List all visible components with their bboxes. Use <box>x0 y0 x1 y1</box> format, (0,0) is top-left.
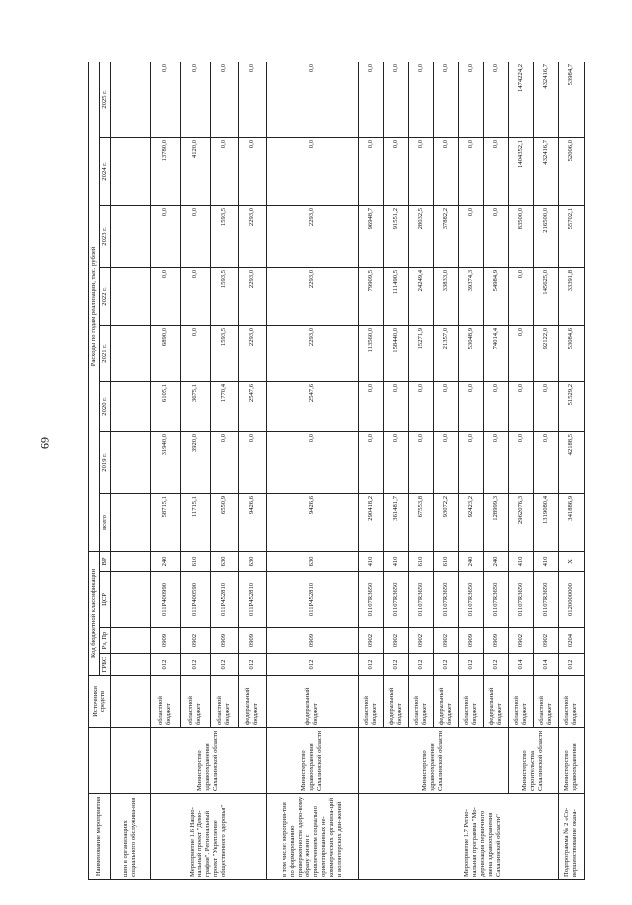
row-2024: 0,0 <box>408 137 433 205</box>
row-2023: 96948,7 <box>358 205 383 267</box>
row-2020: 0,0 <box>383 381 408 431</box>
row-executor: Министерство строительства Сахалинской области <box>508 728 558 794</box>
row-csr: 01107R3650 <box>533 572 558 628</box>
row-source: областной бюджет <box>408 676 433 728</box>
row-2023: 83500,0 <box>508 205 533 267</box>
row-2019: 0,0 <box>266 431 358 493</box>
row-rzpr: 0204 <box>558 628 584 654</box>
row-total: 9426,6 <box>238 493 266 551</box>
table-stage <box>88 62 608 880</box>
row-source: областной бюджет <box>533 676 558 728</box>
row-grbs: 012 <box>150 654 180 676</box>
row-2025: 0,0 <box>238 62 266 137</box>
row-2025: 0,0 <box>383 62 408 137</box>
row-rzpr: 0902 <box>383 628 408 654</box>
row-2025: 0,0 <box>433 62 458 137</box>
row-2019: 0,0 <box>238 431 266 493</box>
row-total: 341886,9 <box>558 493 584 551</box>
row-source: областной бюджет <box>358 676 383 728</box>
row-csr: 0120000000 <box>558 572 584 628</box>
row-name-1-6: Мероприятие 1.6 Нацио-нальный проект "Демо-графия". Региональный проект "Укрепление общественного здоровья" <box>150 794 266 880</box>
row-vr: 610 <box>408 551 433 571</box>
empty-cell <box>110 676 150 728</box>
row-vr: 410 <box>383 551 408 571</box>
header-vr: ВР <box>99 551 110 571</box>
empty-cell <box>110 205 150 267</box>
row-2020: 2547,6 <box>266 381 358 431</box>
header-2020: 2020 г. <box>99 381 110 431</box>
row-2025: 1474224,2 <box>508 62 533 137</box>
row-2022: 0,0 <box>508 267 533 325</box>
empty-cell <box>110 325 150 381</box>
row-2022: 0,0 <box>150 267 180 325</box>
row-vr: 630 <box>266 551 358 571</box>
row-rzpr: 0902 <box>533 628 558 654</box>
row-2019: 31940,0 <box>150 431 180 493</box>
row-rzpr: 0902 <box>508 628 533 654</box>
header-code-group: Код бюджетной классификации <box>89 551 100 675</box>
row-total: 290418,2 <box>358 493 383 551</box>
row-2023: 55702,1 <box>558 205 584 267</box>
row-2019: 0,0 <box>433 431 458 493</box>
row-2019: 0,0 <box>533 431 558 493</box>
row-source: областной бюджет <box>180 676 210 728</box>
row-2023: 91551,2 <box>383 205 408 267</box>
row-total: 1319080,4 <box>533 493 558 551</box>
row-name-including: в том числе: мероприя-тия по формированию приверженности здоро-вому образу жизни с привлечением социально ориентированных не-коммерческих организа-ций и волонтерских дви-жений <box>266 794 358 880</box>
row-grbs: 012 <box>358 654 383 676</box>
row-grbs: 012 <box>483 654 508 676</box>
row-source: областной бюджет <box>458 676 483 728</box>
row-rzpr: 0909 <box>238 628 266 654</box>
row-2023: 2293,0 <box>266 205 358 267</box>
row-vr: 410 <box>508 551 533 571</box>
row-2023: 0,0 <box>150 205 180 267</box>
row-2021: 1593,5 <box>210 325 238 381</box>
row-grbs: 014 <box>508 654 533 676</box>
row-2022: 111490,5 <box>383 267 408 325</box>
row-2019: 0,0 <box>358 431 383 493</box>
empty-cell <box>110 572 150 628</box>
row-2020: 0,0 <box>483 381 508 431</box>
row-rzpr: 0909 <box>458 628 483 654</box>
empty-cell <box>110 431 150 493</box>
row-grbs: 012 <box>383 654 408 676</box>
row-source: федеральный бюджет <box>483 676 508 728</box>
row-2023: 0,0 <box>483 205 508 267</box>
row-2024: 0,0 <box>210 137 238 205</box>
row-2025: 0,0 <box>266 62 358 137</box>
table-row <box>266 62 358 880</box>
row-2020: 51529,2 <box>558 381 584 431</box>
row-executor: Министерство здравоохранения <box>558 728 584 794</box>
row-2024: 52006,0 <box>558 137 584 205</box>
empty-cell <box>110 628 150 654</box>
row-grbs: 014 <box>533 654 558 676</box>
row-2025: 0,0 <box>483 62 508 137</box>
row-2021: 2293,0 <box>266 325 358 381</box>
header-2021: 2021 г. <box>99 325 110 381</box>
row-2024: 432416,7 <box>533 137 558 205</box>
row-source: областной бюджет <box>150 676 180 728</box>
row-2019: 0,0 <box>508 431 533 493</box>
row-rzpr: 0909 <box>150 628 180 654</box>
row-total: 92423,2 <box>458 493 483 551</box>
row-2022: 79909,5 <box>358 267 383 325</box>
table-row <box>358 62 383 880</box>
header-sources: Источники средств <box>89 676 111 728</box>
row-name-subprogram-2: Подпрограмма № 2 «Со-вершенствование оказа- <box>558 794 584 880</box>
row-grbs: 012 <box>558 654 584 676</box>
row-vr: 630 <box>238 551 266 571</box>
row-vr: 610 <box>180 551 210 571</box>
row-csr: 01107R3650 <box>408 572 433 628</box>
row-rzpr: 0909 <box>483 628 508 654</box>
row-source: областной бюджет <box>210 676 238 728</box>
row-name-1-7: Мероприятие 1.7 Регио-нальная программа "Мо-дернизация первичного звена здравоохранения Сахалинской области" <box>408 794 558 880</box>
row-total: 2962076,3 <box>508 493 533 551</box>
row-grbs: 012 <box>180 654 210 676</box>
row-rzpr: 0902 <box>180 628 210 654</box>
row-2025: 432416,7 <box>533 62 558 137</box>
header-expenses-group: Расходы по годам реализации, тыс. рублей <box>89 62 100 551</box>
row-2021: 6890,0 <box>150 325 180 381</box>
row-2020: 3675,1 <box>180 381 210 431</box>
row-2024: 1404352,1 <box>508 137 533 205</box>
header-2019: 2019 г. <box>99 431 110 493</box>
row-vr: 240 <box>483 551 508 571</box>
row-2024: 0,0 <box>433 137 458 205</box>
header-2023: 2023 г. <box>99 205 110 267</box>
row-2022: 0,0 <box>180 267 210 325</box>
row-2023: 0,0 <box>458 205 483 267</box>
row-csr: 01107R3650 <box>508 572 533 628</box>
table-row <box>508 62 533 880</box>
row-2022: 2293,0 <box>266 267 358 325</box>
row-csr: 01107R3650 <box>433 572 458 628</box>
row-vr: 240 <box>458 551 483 571</box>
row-2021: 2293,0 <box>238 325 266 381</box>
empty-cell <box>110 137 150 205</box>
header-total: всего <box>99 493 110 551</box>
row-2022: 145625,0 <box>533 267 558 325</box>
header-csr: ЦСР <box>99 572 110 628</box>
row-grbs: 012 <box>433 654 458 676</box>
row-2019: 0,0 <box>483 431 508 493</box>
row-name-continuation: шин в организациях социального обслужива-ния <box>110 794 150 880</box>
row-total: 11715,1 <box>180 493 210 551</box>
empty-cell <box>110 551 150 571</box>
header-name: Наименование мероприятия <box>89 794 111 880</box>
row-2019: 0,0 <box>408 431 433 493</box>
row-vr: Х <box>558 551 584 571</box>
row-2023: 0,0 <box>180 205 210 267</box>
row-2022: 33833,0 <box>433 267 458 325</box>
header-executor <box>89 728 111 794</box>
row-2023: 1593,5 <box>210 205 238 267</box>
row-rzpr: 0902 <box>358 628 383 654</box>
row-vr: 240 <box>150 551 180 571</box>
row-2021: 92122,0 <box>533 325 558 381</box>
row-name-blank <box>358 794 383 880</box>
header-row-1 <box>89 62 100 880</box>
row-executor: Министерство здравоохранения Сахалинской области <box>358 728 508 794</box>
row-2024: 0,0 <box>358 137 383 205</box>
row-total: 67553,8 <box>408 493 433 551</box>
row-2024: 0,0 <box>483 137 508 205</box>
row-total: 6550,9 <box>210 493 238 551</box>
row-2022: 33391,8 <box>558 267 584 325</box>
row-csr: 01107R3650 <box>458 572 483 628</box>
empty-cell <box>110 267 150 325</box>
row-name-blank <box>383 794 408 880</box>
row-2020: 0,0 <box>408 381 433 431</box>
row-2020: 6105,1 <box>150 381 180 431</box>
row-2023: 28032,5 <box>408 205 433 267</box>
header-2022: 2022 г. <box>99 267 110 325</box>
table-row <box>150 62 180 880</box>
row-2020: 2547,6 <box>238 381 266 431</box>
row-2021: 53048,9 <box>458 325 483 381</box>
rotated-table-wrapper <box>88 62 608 880</box>
row-source: областной бюджет <box>508 676 533 728</box>
row-2021: 113560,0 <box>358 325 383 381</box>
row-2019: 0,0 <box>210 431 238 493</box>
row-csr: 011P452810 <box>210 572 238 628</box>
row-2020: 1770,4 <box>210 381 238 431</box>
row-source: областной бюджет <box>558 676 584 728</box>
row-csr: 011P452810 <box>238 572 266 628</box>
row-2022: 54984,9 <box>483 267 508 325</box>
row-source: федеральный бюджет <box>383 676 408 728</box>
empty-cell <box>110 654 150 676</box>
empty-cell <box>110 381 150 431</box>
row-2023: 2293,0 <box>238 205 266 267</box>
row-executor: Министерство здравоохранения Сахалинской области <box>266 728 358 794</box>
row-vr: 410 <box>358 551 383 571</box>
row-2025: 0,0 <box>358 62 383 137</box>
row-2021: 0,0 <box>180 325 210 381</box>
row-2021: 53084,6 <box>558 325 584 381</box>
row-2022: 24249,4 <box>408 267 433 325</box>
table-row <box>558 62 584 880</box>
row-2025: 0,0 <box>458 62 483 137</box>
row-2022: 1593,5 <box>210 267 238 325</box>
expenses-table <box>88 62 585 880</box>
row-grbs: 012 <box>408 654 433 676</box>
row-csr: 011P452810 <box>266 572 358 628</box>
row-vr: 410 <box>533 551 558 571</box>
row-2020: 0,0 <box>358 381 383 431</box>
row-2023: 216500,0 <box>533 205 558 267</box>
continuation-row <box>110 62 150 880</box>
empty-cell <box>110 62 150 137</box>
row-2024: 0,0 <box>266 137 358 205</box>
row-2024: 4120,0 <box>180 137 210 205</box>
row-2024: 13780,0 <box>150 137 180 205</box>
row-executor: Министерство здравоохранения Сахалинской области <box>150 728 266 794</box>
row-total: 93072,2 <box>433 493 458 551</box>
row-2021: 0,0 <box>508 325 533 381</box>
page-number: 69 <box>38 437 52 449</box>
row-vr: 630 <box>210 551 238 571</box>
empty-cell <box>110 728 150 794</box>
row-source: федеральный бюджет <box>238 676 266 728</box>
row-rzpr: 0902 <box>433 628 458 654</box>
row-2024: 0,0 <box>383 137 408 205</box>
row-2025: 53984,7 <box>558 62 584 137</box>
row-2020: 0,0 <box>458 381 483 431</box>
row-grbs: 012 <box>238 654 266 676</box>
row-2021: 158440,0 <box>383 325 408 381</box>
row-csr: 011P400990 <box>150 572 180 628</box>
row-rzpr: 0909 <box>266 628 358 654</box>
row-total: 361481,7 <box>383 493 408 551</box>
row-rzpr: 0909 <box>210 628 238 654</box>
row-vr: 610 <box>433 551 458 571</box>
empty-cell <box>110 493 150 551</box>
row-2020: 0,0 <box>533 381 558 431</box>
row-grbs: 012 <box>210 654 238 676</box>
row-csr: 01107R3650 <box>483 572 508 628</box>
row-2022: 39374,3 <box>458 267 483 325</box>
row-2025: 0,0 <box>180 62 210 137</box>
row-2020: 0,0 <box>508 381 533 431</box>
row-2025: 0,0 <box>150 62 180 137</box>
row-total: 58715,1 <box>150 493 180 551</box>
header-rzpr: Рз, Пр <box>99 628 110 654</box>
row-source: федеральный бюджет <box>266 676 358 728</box>
row-total: 128999,3 <box>483 493 508 551</box>
row-2024: 0,0 <box>238 137 266 205</box>
row-csr: 011P400590 <box>180 572 210 628</box>
row-2021: 21357,0 <box>433 325 458 381</box>
row-2023: 37882,2 <box>433 205 458 267</box>
row-2021: 74014,4 <box>483 325 508 381</box>
row-2019: 3920,0 <box>180 431 210 493</box>
row-rzpr: 0902 <box>408 628 433 654</box>
header-2024: 2024 г. <box>99 137 110 205</box>
row-2020: 0,0 <box>433 381 458 431</box>
row-2025: 0,0 <box>408 62 433 137</box>
header-grbs: ГРБС <box>99 654 110 676</box>
row-2024: 0,0 <box>458 137 483 205</box>
row-source: федеральный бюджет <box>433 676 458 728</box>
row-2022: 2293,0 <box>238 267 266 325</box>
row-2021: 15271,9 <box>408 325 433 381</box>
row-grbs: 012 <box>458 654 483 676</box>
row-csr: 01107R3650 <box>383 572 408 628</box>
row-2019: 42188,5 <box>558 431 584 493</box>
row-total: 9426,6 <box>266 493 358 551</box>
row-2019: 0,0 <box>383 431 408 493</box>
row-csr: 01107R3650 <box>358 572 383 628</box>
row-2025: 0,0 <box>210 62 238 137</box>
row-grbs: 012 <box>266 654 358 676</box>
row-2019: 0,0 <box>458 431 483 493</box>
header-2025: 2025 г. <box>99 62 110 137</box>
